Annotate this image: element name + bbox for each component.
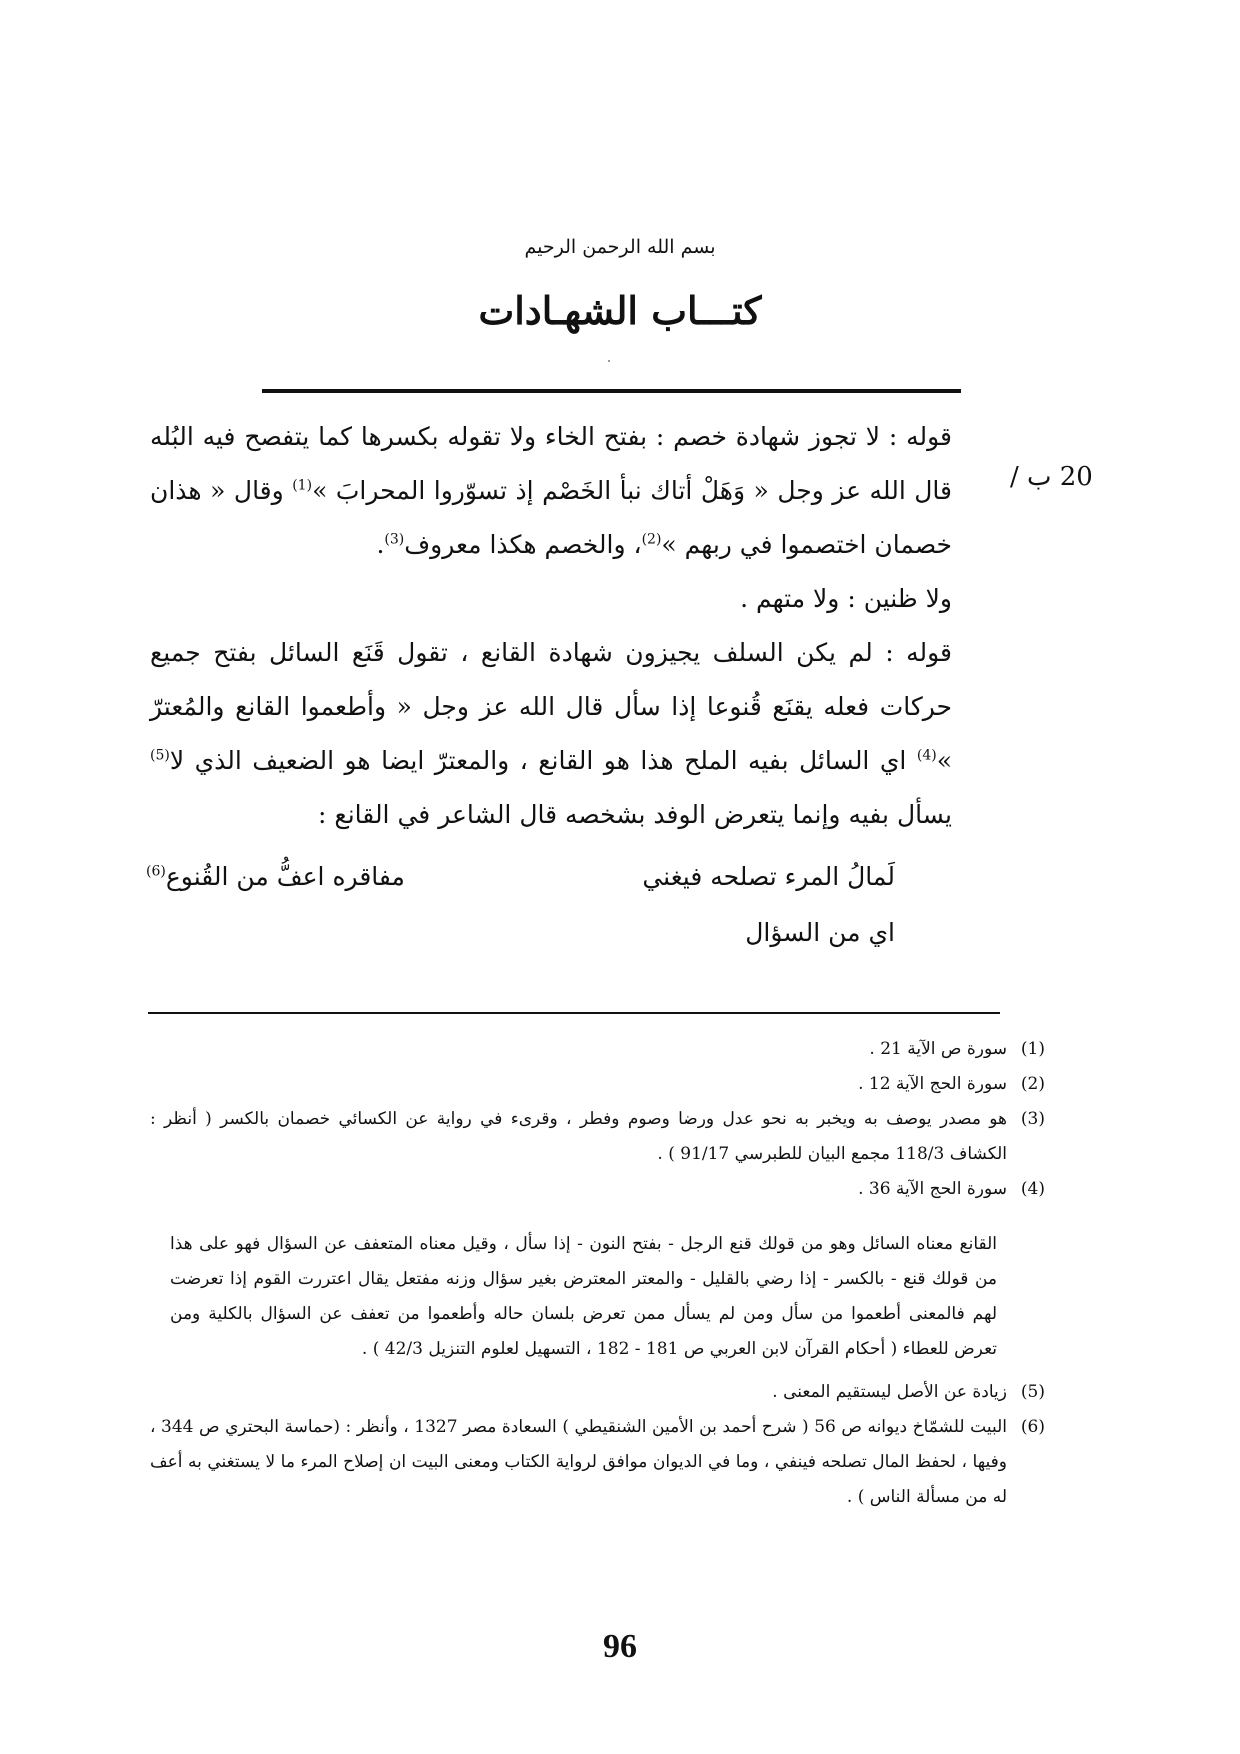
footnote-text: سورة الحج الآية 12 . <box>858 1074 1007 1094</box>
footnote-number: (2) <box>1020 1074 1045 1094</box>
verse-gloss-text: اي من السؤال <box>745 918 895 947</box>
footnote-1 <box>150 1032 1045 1067</box>
footnote-number: (4) <box>1020 1179 1045 1199</box>
footnote-divider <box>148 1012 1000 1014</box>
footnote-number: (5) <box>1020 1382 1045 1402</box>
paragraph-text: اي السائل بفيه الملح هذا هو القانع ، والمعترّ ايضا هو الضعيف الذي لا <box>169 746 917 775</box>
chapter-title: كتـــاب الشهـادات <box>478 288 762 333</box>
footnote-ref[interactable]: (4) <box>916 747 937 764</box>
footnote-text: سورة الحج الآية 36 . <box>858 1179 1007 1199</box>
footnote-3 <box>150 1102 1045 1172</box>
basmala: بسم الله الرحمن الرحيم <box>524 236 716 258</box>
footnote-ref[interactable]: (6) <box>146 863 166 880</box>
footnote-5 <box>150 1375 1045 1410</box>
paragraph-text: . <box>376 530 385 559</box>
title-divider <box>262 389 961 393</box>
page-number: 96 <box>603 1628 637 1665</box>
verse-first-hemistich: لَمالُ المرء تصلحه فيغني <box>642 862 895 891</box>
footnote-number: (1) <box>1020 1039 1045 1059</box>
footnote-ref[interactable]: (3) <box>384 531 405 548</box>
scan-speck <box>608 360 610 362</box>
footnote-ref[interactable]: (2) <box>641 531 662 548</box>
main-text <box>150 410 1000 842</box>
paragraph-zanin: ولا ظنين : ولا متهم . <box>740 584 952 613</box>
footnote-4 <box>150 1172 1045 1207</box>
verse-text: مفاقره اعفُّ من القُنوع <box>165 862 405 891</box>
folio-marker: 20 ب / <box>1010 462 1093 492</box>
footnote-text: البيت للشمّاخ ديوانه ص 56 ( شرح أحمد بن الأمين الشنقيطي ) السعادة مصر 1327 ، وأنظر : (حماسة البحتري ص 344 ، وفيها ، لحفظ المال تصلحه فينفي ، وما في الديوان موافق لرواية الكتاب ومعنى البيت ان إصلاح المرء ما لا يستغني به أعف له من مسألة الناس ) . <box>150 1417 1007 1507</box>
footnotes <box>150 1032 1045 1515</box>
footnote-text: زيادة عن الأصل ليستقيم المعنى . <box>772 1382 1007 1402</box>
paragraph-text: يسأل بفيه وإنما يتعرض الوفد بشخصه قال الشاعر في القانع : <box>318 800 952 829</box>
paragraph-text: قوله : لم يكن السلف يجيزون شهادة القانع ، تقول قَنَع السائل بفتح جميع حركات فعله يقنَع قُنوعا إذا سأل قال الله عز وجل « وأطعموا القانع والمُعترّ » <box>150 638 952 775</box>
verse-second-hemistich <box>146 862 405 891</box>
footnote-number: (3) <box>1020 1109 1045 1129</box>
footnote-6 <box>150 1410 1045 1515</box>
verse-gloss <box>150 918 1000 947</box>
paragraph-text: قوله : لا تجوز شهادة خصم : بفتح الخاء ولا تقوله بكسرها كما يتفصح فيه البُله قال الله عز وجل « وَهَلْ أتاك نبأ الخَصْم إذ تسوّروا المحرابَ » <box>150 422 952 505</box>
footnote-2 <box>150 1067 1045 1102</box>
footnote-ref[interactable]: (1) <box>292 477 313 494</box>
footnote-text: هو مصدر يوصف به ويخبر به نحو عدل ورضا وصوم وفطر ، وقرىء في رواية عن الكسائي خصمان بالكسر ( أنظر : الكشاف 118/3 مجمع البيان للطبرسي 91/17 ) . <box>150 1109 1007 1164</box>
paragraph-khasm <box>150 410 1000 572</box>
paragraph-text: ، والخصم هكذا معروف <box>404 530 642 559</box>
paragraph-text: وقال « هذان خصمان اختصموا في ربهم » <box>150 476 952 559</box>
paragraph-qani <box>150 626 1000 842</box>
footnote-text: سورة ص الآية 21 . <box>869 1039 1007 1059</box>
footnote-commentary: القانع معناه السائل وهو من قولك قنع الرجل - بفتح النون - إذا سأل ، وقيل معناه المتعفف عن السؤال فهو على هذا من قولك قنع - بالكسر - إذا رضي بالقليل - والمعتر المعترض بغير سؤال وزنه مفتعل يقال اعتررت القوم إذا تعرضت لهم فالمعنى أطعموا من سأل ومن لم يسأل ممن تعرض بلسان حاله وأطعموا من تعفف عن السؤال بالكلية ومن تعرض للعطاء ( أحكام القرآن لابن العربي ص 181 - 182 ، التسهيل لعلوم التنزيل 42/3 ) . <box>170 1234 997 1359</box>
footnote-number: (6) <box>1020 1417 1045 1437</box>
footnote-ref[interactable]: (5) <box>150 747 170 764</box>
